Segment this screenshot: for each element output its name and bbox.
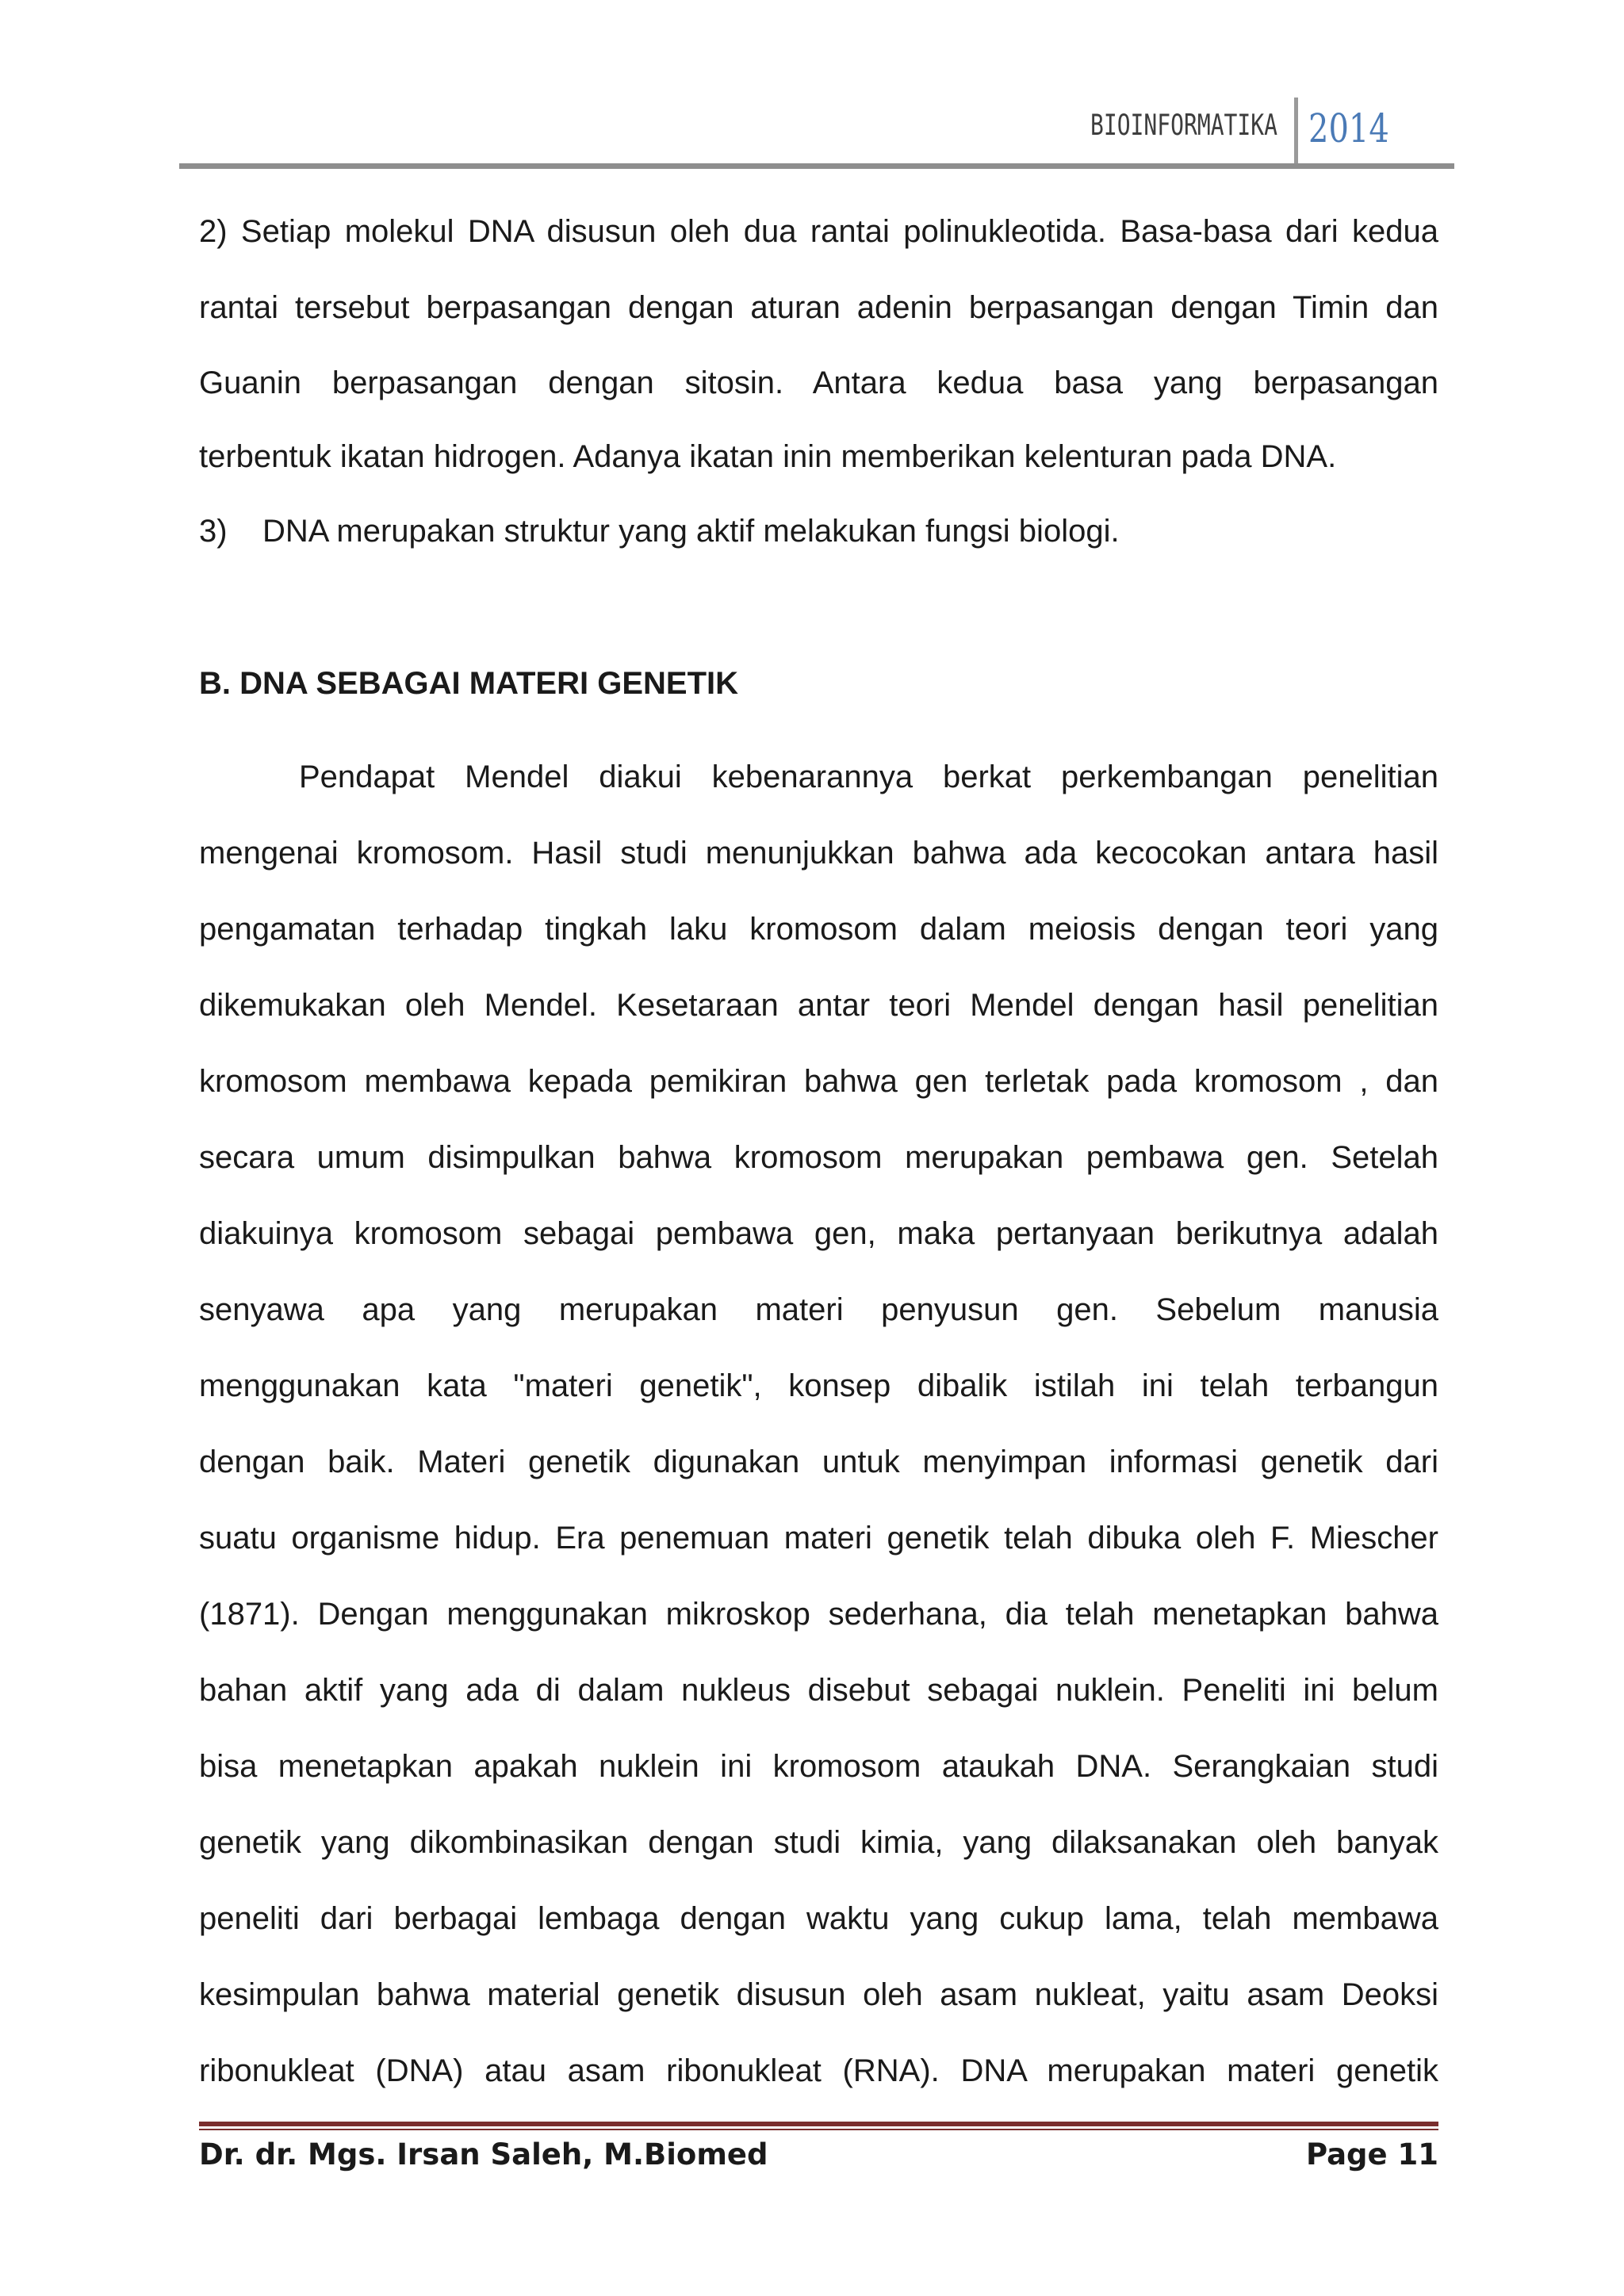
page-number: Page 11 xyxy=(1305,2137,1438,2172)
body-line: kesimpulan bahwa material genetik disusun oleh asam nukleat, yaitu asam Deoksi xyxy=(199,1977,1438,2012)
body-line: Guanin berpasangan dengan sitosin. Antara kedua basa yang berpasangan xyxy=(199,365,1438,400)
header-rule xyxy=(179,163,1454,169)
body-line: (1871). Dengan menggunakan mikroskop sederhana, dia telah menetapkan bahwa xyxy=(199,1597,1438,1632)
body-line: diakuinya kromosom sebagai pembawa gen, maka pertanyaan berikutnya adalah xyxy=(199,1216,1438,1251)
body-line: dikemukakan oleh Mendel. Kesetaraan antar teori Mendel dengan hasil penelitian xyxy=(199,988,1438,1023)
body-line: Pendapat Mendel diakui kebenarannya berkat perkembangan penelitian xyxy=(299,760,1438,794)
body-line: bahan aktif yang ada di dalam nukleus disebut sebagai nuklein. Peneliti ini belum xyxy=(199,1673,1438,1708)
body-line: pengamatan terhadap tingkah laku kromosom dalam meiosis dengan teori yang xyxy=(199,912,1438,947)
body-line: bisa menetapkan apakah nuklein ini kromosom ataukah DNA. Serangkaian studi xyxy=(199,1749,1438,1784)
header-year: 2014 xyxy=(1308,106,1389,152)
footer-rule xyxy=(199,2122,1438,2126)
header-separator xyxy=(1294,98,1298,166)
body-line: suatu organisme hidup. Era penemuan materi genetik telah dibuka oleh F. Miescher xyxy=(199,1521,1438,1556)
body-line: dengan baik. Materi genetik digunakan untuk menyimpan informasi genetik dari xyxy=(199,1445,1438,1479)
body-line: menggunakan kata "materi genetik", konsep dibalik istilah ini telah terbangun xyxy=(199,1368,1438,1403)
body-line: senyawa apa yang merupakan materi penyusun gen. Sebelum manusia xyxy=(199,1292,1438,1327)
body-line: terbentuk ikatan hidrogen. Adanya ikatan inin memberikan kelenturan pada DNA. xyxy=(199,439,1337,474)
body-line: peneliti dari berbagai lembaga dengan waktu yang cukup lama, telah membawa xyxy=(199,1901,1438,1936)
body-line: ribonukleat (DNA) atau asam ribonukleat (RNA). DNA merupakan materi genetik xyxy=(199,2053,1438,2088)
footer-author: Dr. dr. Mgs. Irsan Saleh, M.Biomed xyxy=(199,2137,768,2172)
body-line: secara umum disimpulkan bahwa kromosom merupakan pembawa gen. Setelah xyxy=(199,1140,1438,1175)
footer-rule-thin xyxy=(199,2129,1438,2130)
body-line: mengenai kromosom. Hasil studi menunjukkan bahwa ada kecocokan antara hasil xyxy=(199,836,1438,871)
section-heading: B. DNA SEBAGAI MATERI GENETIK xyxy=(199,666,739,701)
list-item: 3) DNA merupakan struktur yang aktif melakukan fungsi biologi. xyxy=(199,514,1120,549)
body-line: 2) Setiap molekul DNA disusun oleh dua rantai polinukleotida. Basa-basa dari kedua xyxy=(199,214,1438,249)
header-title: BIOINFORMATIKA xyxy=(1090,108,1277,142)
body-line: genetik yang dikombinasikan dengan studi kimia, yang dilaksanakan oleh banyak xyxy=(199,1825,1438,1860)
body-line: rantai tersebut berpasangan dengan aturan adenin berpasangan dengan Timin dan xyxy=(199,290,1438,325)
body-line: kromosom membawa kepada pemikiran bahwa gen terletak pada kromosom , dan xyxy=(199,1064,1438,1099)
